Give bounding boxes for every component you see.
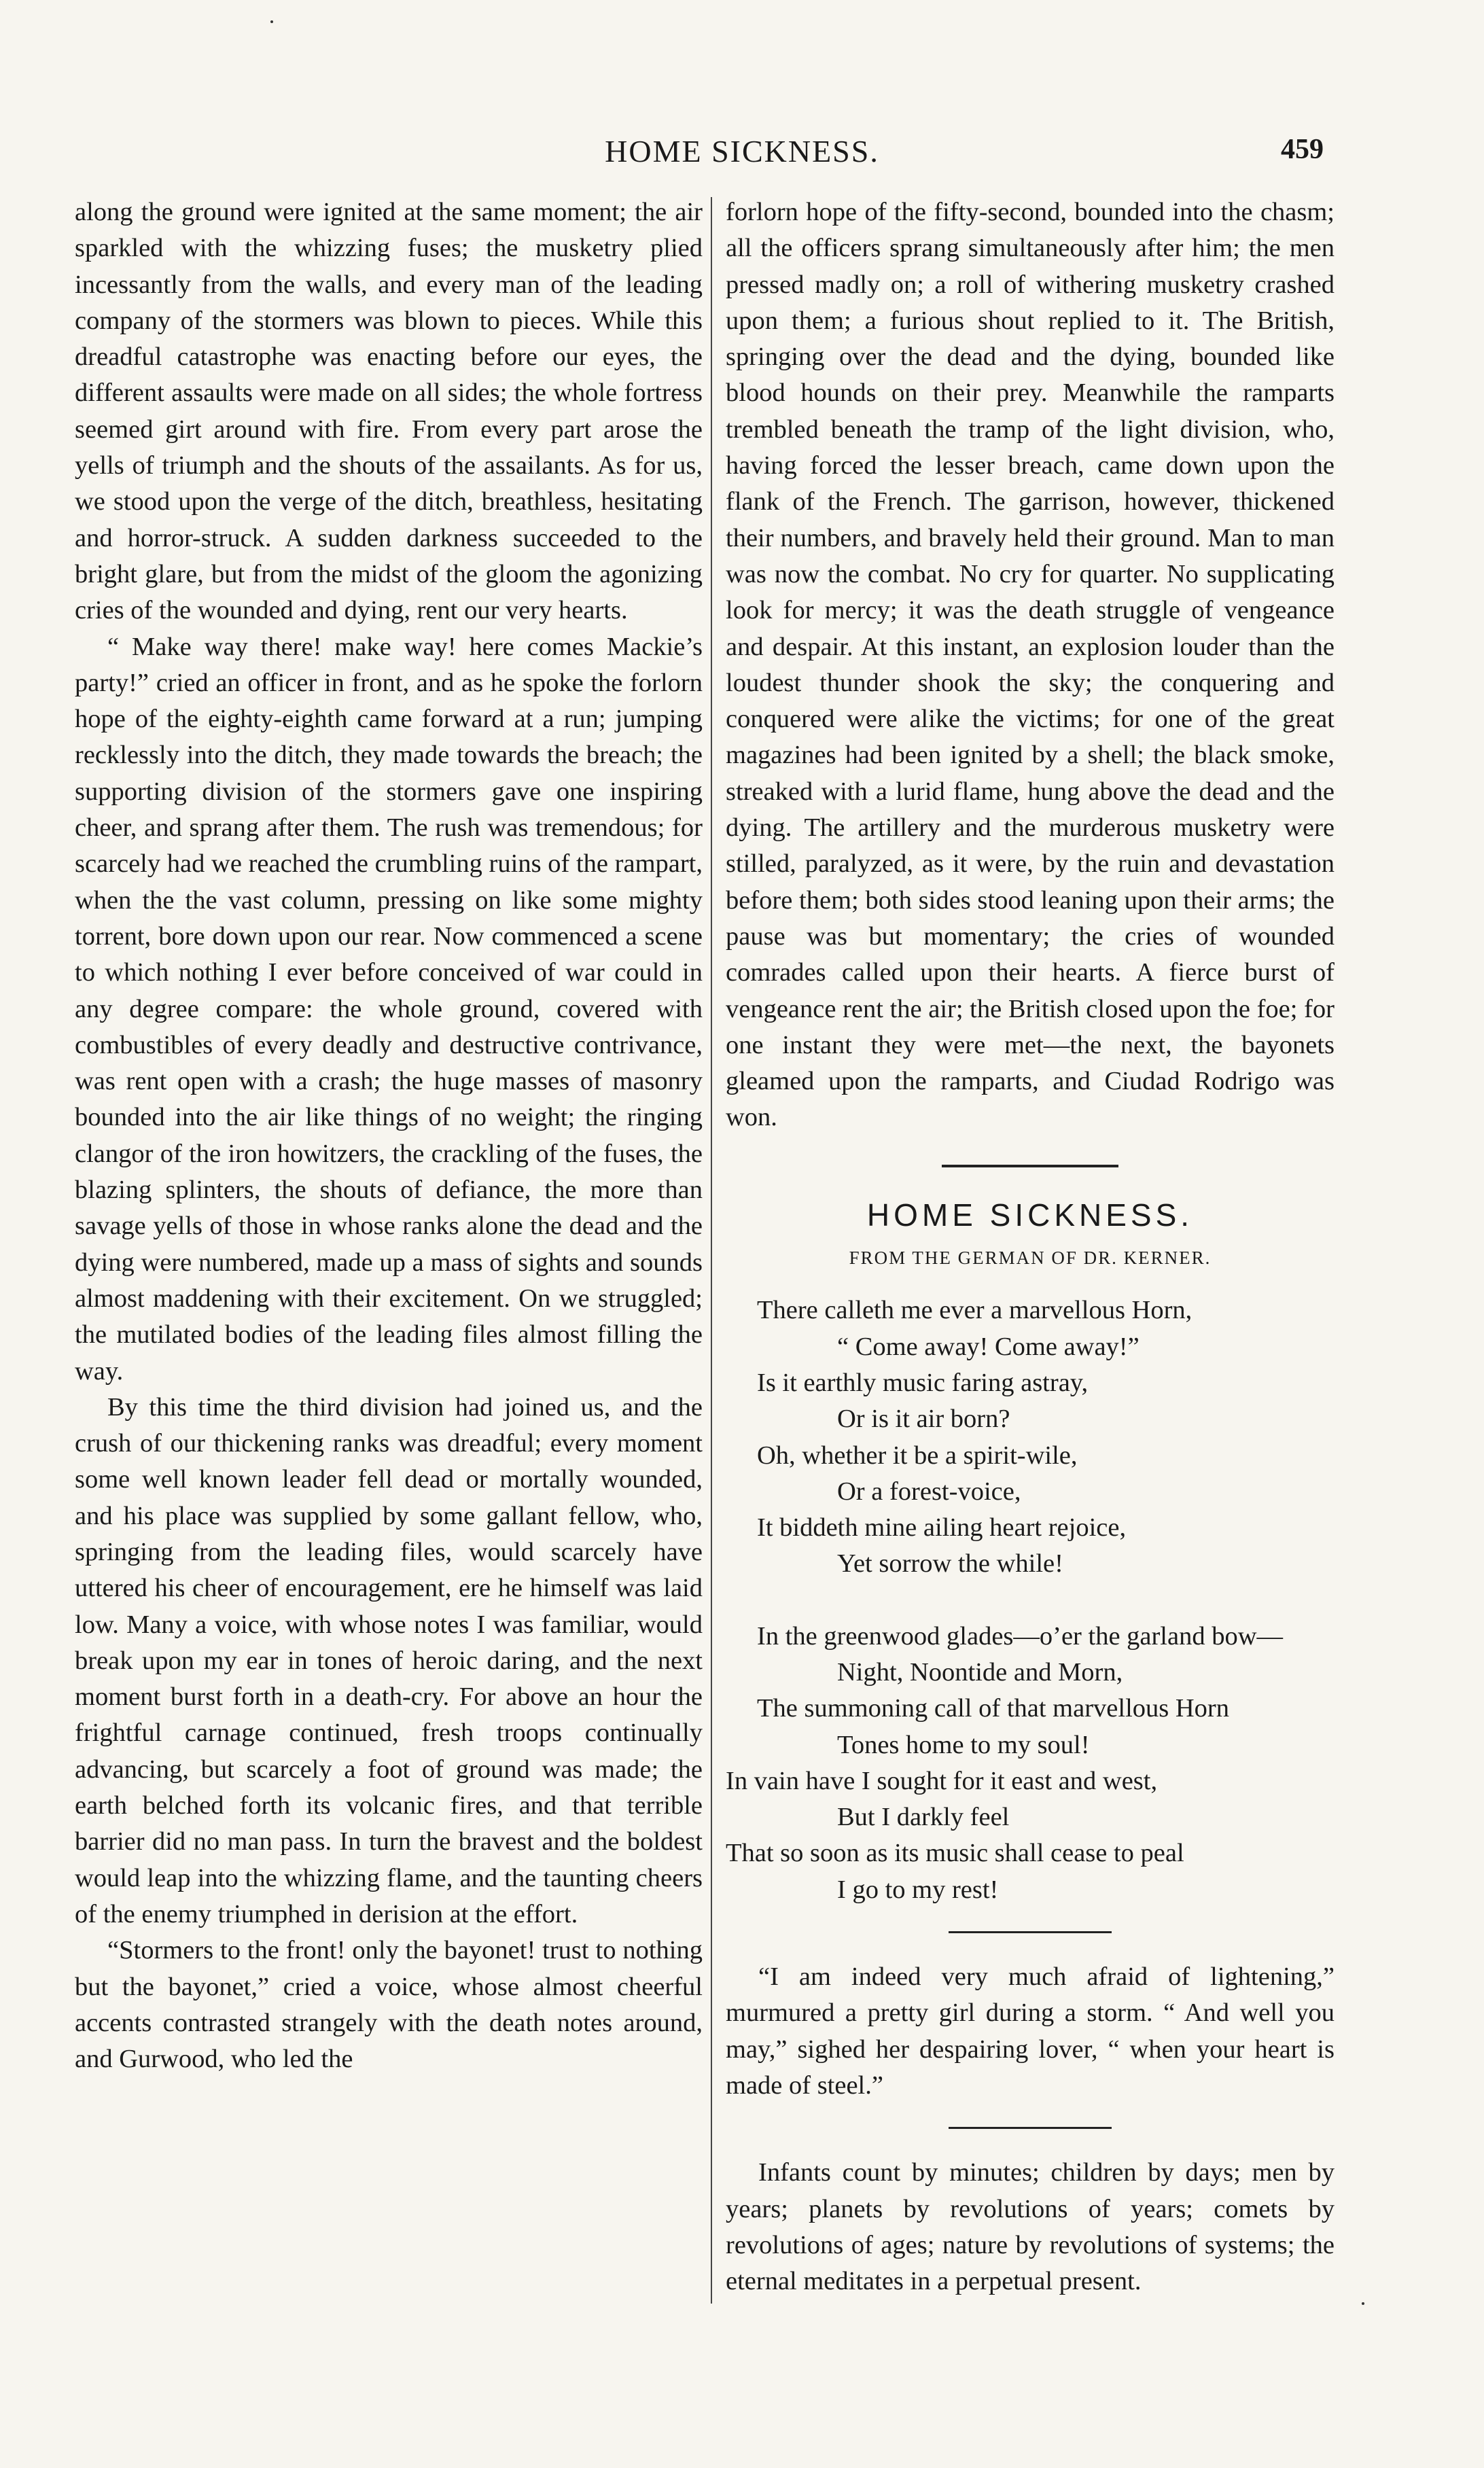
section-rule bbox=[949, 1931, 1112, 1933]
print-speck bbox=[1362, 2302, 1364, 2305]
running-head bbox=[65, 133, 1419, 174]
poem-line: Yet sorrow the while! bbox=[837, 1549, 1063, 1579]
running-title: HOME SICKNESS. bbox=[605, 134, 879, 169]
poem-title: HOME SICKNESS. bbox=[866, 1197, 1194, 1233]
poem-line: It biddeth mine ailing heart rejoice, bbox=[757, 1513, 1127, 1542]
section-rule bbox=[942, 1165, 1118, 1167]
poem-line: Or is it air born? bbox=[837, 1405, 1010, 1434]
poem-line: There calleth me ever a marvellous Horn, bbox=[757, 1296, 1192, 1325]
poem-line: Or a forest-voice, bbox=[837, 1477, 1021, 1506]
poem-line: But I darkly feel bbox=[837, 1803, 1010, 1832]
poem-line: “ Come away! Come away!” bbox=[837, 1332, 1140, 1361]
left-column bbox=[75, 194, 703, 2077]
paragraph: By this time the third division had joined us, and the crush of our thickening ranks was dreadful; every moment some well known leader fell dead or mortally wounded, and his place was supplied by some gallant fellow, who, springing from the leading files, would scarcely have uttered his cheer of encouragement, ere he himself was laid low. Many a voice, with whose notes I was familiar, would break upon my ear in tones of heroic daring, and the next moment burst forth in a death-cry. For above an hour the frightful carnage continued, fresh troops continually advancing, but scarcely a foot of ground was made; the earth belched forth its volcanic fires, and that terrible barrier did no man pass. In turn the bravest and the boldest would leap into the whizzing flame, and the taunting cheers of the enemy triumphed in derision at the effort. bbox=[75, 1392, 703, 1928]
right-column bbox=[726, 194, 1335, 2299]
poem-line: The summoning call of that marvellous Horn bbox=[757, 1694, 1229, 1723]
paragraph: forlorn hope of the fifty-second, bounded into the chasm; all the officers sprang simultaneously after him; the men pressed madly on; a roll of withering musketry crashed upon them; a furious shout replied to it. The British, springing over the dead and the dying, bounded like blood hounds on their prey. Meanwhile the ramparts trembled beneath the tramp of the light division, who, having forced the lesser breach, came down upon the flank of the French. The garrison, however, thickened their numbers, and bravely held their ground. Man to man was now the combat. No cry for quarter. No supplicating look for mercy; it was the death struggle of vengeance and despair. At this instant, an explosion louder than the loudest thunder shook the sky; the conquering and conquered were alike the victims; for one of the great magazines had been ignited by a shell; the black smoke, streaked with a lurid flame, hung above the dead and the dying. The artillery and the murderous musketry were stilled, paralyzed, as it were, by the ruin and devastation before them; both sides stood leaning upon their arms; the pause was but momentary; the cries of wounded comrades called upon their hearts. A fierce burst of vengeance rent the air; the British closed upon the foe; for one instant they were met—the next, the bayonets gleamed upon the ramparts, and Ciudad Rodrigo was won. bbox=[726, 198, 1335, 1132]
paragraph: along the ground were ignited at the same moment; the air sparkled with the whizzing fuses; the musketry plied incessantly from the walls, and every man of the leading company of the stormers was blown to pieces. While this dreadful catastrophe was enacting before our eyes, the different assaults were made on all sides; the whole fortress seemed girt around with fire. From every part arose the yells of triumph and the shouts of the assailants. As for us, we stood upon the verge of the ditch, breathless, hesitating and horror-struck. A sudden darkness succeeded to the bright glare, but from the midst of the gloom the agonizing cries of the wounded and dying, rent our very hearts. bbox=[75, 198, 703, 625]
poem-line: Night, Noontide and Morn, bbox=[837, 1657, 1123, 1687]
paragraph: “ Make way there! make way! here comes Mackie’s party!” cried an officer in front, and as he spoke the forlorn hope of the eighty-eighth came forward at a run; jumping recklessly into the ditch, they made towards the breach; the supporting division of the stormers gave one inspiring cheer, and sprang after them. The rush was tremendous; for scarcely had we reached the crumbling ruins of the rampart, when the the vast column, pressing on like some mighty torrent, bore down upon our rear. Now commenced a scene to which nothing I ever before conceived of war could in any degree compare: the whole ground, covered with combustibles of every deadly and destructive contrivance, was rent open with a crash; the huge masses of masonry bounded into the air like things of no weight; the ringing clangor of the iron howitzers, the crackling of the fuses, the blazing splinters, the shouts of defiance, the more than savage yells of those in whose ranks alone the dead and the dying were numbered, made up a mass of sights and sounds almost maddening with their excitement. On we struggled; the mutilated bodies of the leading files almost filling the way. bbox=[75, 632, 703, 1386]
poem bbox=[726, 1292, 1335, 1908]
page-number: 459 bbox=[1281, 134, 1324, 165]
poem-subtitle: FROM THE GERMAN OF DR. KERNER. bbox=[849, 1248, 1212, 1269]
section-rule bbox=[949, 2127, 1112, 2129]
paragraph: “Stormers to the front! only the bayonet! trust to nothing but the bayonet,” cried a voice, whose almost cheerful accents contrasted strangely with the death notes around, and Gurwood, who led the bbox=[75, 1936, 703, 2074]
stanza-break bbox=[726, 1583, 1335, 1619]
poem-line: I go to my rest! bbox=[837, 1875, 999, 1904]
poem-line: Tones home to my soul! bbox=[837, 1730, 1090, 1759]
anecdote: “I am indeed very much afraid of lightening,” murmured a pretty girl during a storm. “ And well you may,” sighed her despairing lover, “ when your heart is made of steel.” bbox=[726, 1962, 1335, 2100]
print-speck bbox=[270, 20, 273, 23]
column-divider bbox=[711, 197, 712, 2304]
poem-line: In vain have I sought for it east and west, bbox=[726, 1766, 1158, 1795]
poem-line: That so soon as its music shall cease to peal bbox=[726, 1839, 1184, 1868]
maxim: Infants count by minutes; children by days; men by years; planets by revolutions of years; comets by revolutions of ages; nature by revolutions of systems; the eternal meditates in a perpetual present. bbox=[726, 2158, 1335, 2296]
poem-line: Oh, whether it be a spirit-wile, bbox=[757, 1441, 1078, 1470]
poem-line: Is it earthly music faring astray, bbox=[757, 1368, 1089, 1397]
poem-line: In the greenwood glades—o’er the garland bow— bbox=[757, 1621, 1284, 1651]
